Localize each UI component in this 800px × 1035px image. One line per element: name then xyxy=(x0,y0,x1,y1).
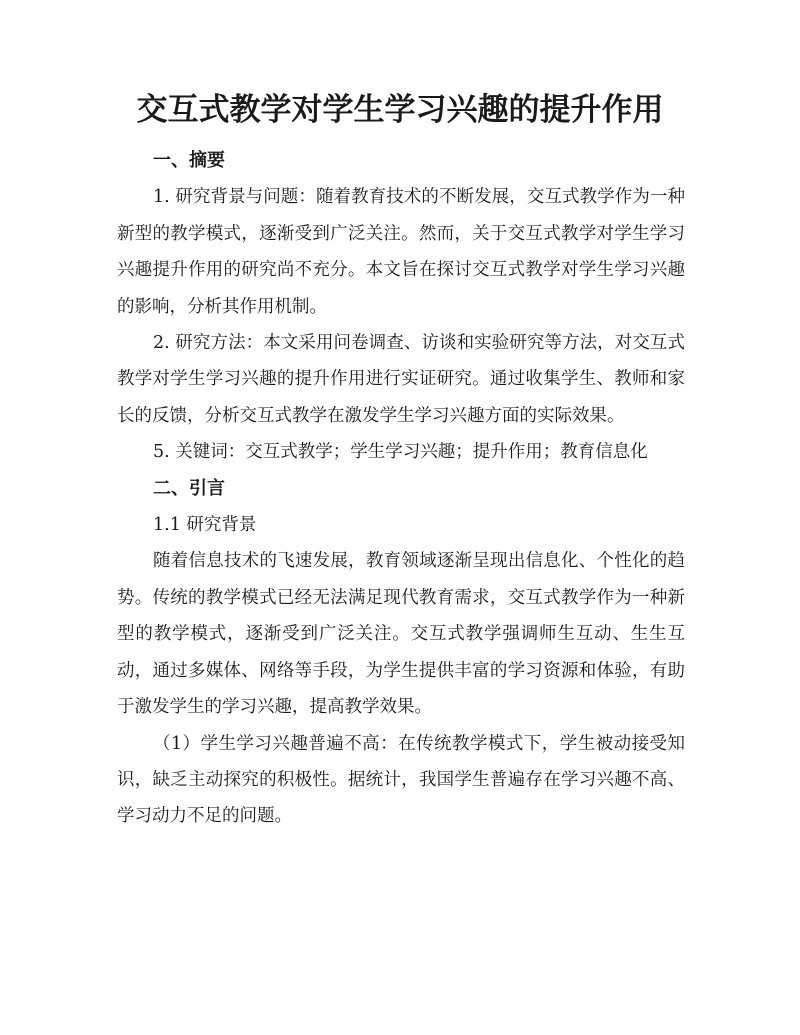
intro-heading: 二、引言 xyxy=(153,477,225,499)
abstract-item-2: 2. 研究方法：本文采用问卷调查、访谈和实验研究等方法，对交互式教学对学生学习兴趣的提升作用进行实证研究。通过收集学生、教师和家长的反馈，分析交互式教学在激发学生学习兴趣方面的实际效果。 xyxy=(117,333,685,426)
intro-paragraph-1: 随着信息技术的飞速发展，教育领域逐渐呈现出信息化、个性化的趋势。传统的教学模式已经无法满足现代教育需求，交互式教学作为一种新型的教学模式，逐渐受到广泛关注。交互式教学强调师生互动、生生互动，通过多媒体、网络等手段，为学生提供丰富的学习资源和体验，有助于激发学生的学习兴趣，提高教学效果。 xyxy=(117,551,685,718)
document-body xyxy=(117,143,685,835)
abstract-heading: 一、摘要 xyxy=(153,150,225,171)
intro-point-1: （1）学生学习兴趣普遍不高：在传统教学模式下，学生被动接受知识，缺乏主动探究的积极性。据统计，我国学生普遍存在学习兴趣不高、学习动力不足的问题。 xyxy=(117,733,685,827)
intro-subheading-1-1: 1.1 研究背景 xyxy=(153,515,257,536)
document-title: 交互式教学对学生学习兴趣的提升作用 xyxy=(136,92,664,128)
abstract-item-5: 5. 关键词：交互式教学；学生学习兴趣；提升作用；教育信息化 xyxy=(153,442,648,463)
abstract-item-1: 1. 研究背景与问题：随着教育技术的不断发展，交互式教学作为一种新型的教学模式，逐渐受到广泛关注。然而，关于交互式教学对学生学习兴趣提升作用的研究尚不充分。本文旨在探讨交互式教学对学生学习兴趣的影响，分析其作用机制。 xyxy=(117,187,685,317)
